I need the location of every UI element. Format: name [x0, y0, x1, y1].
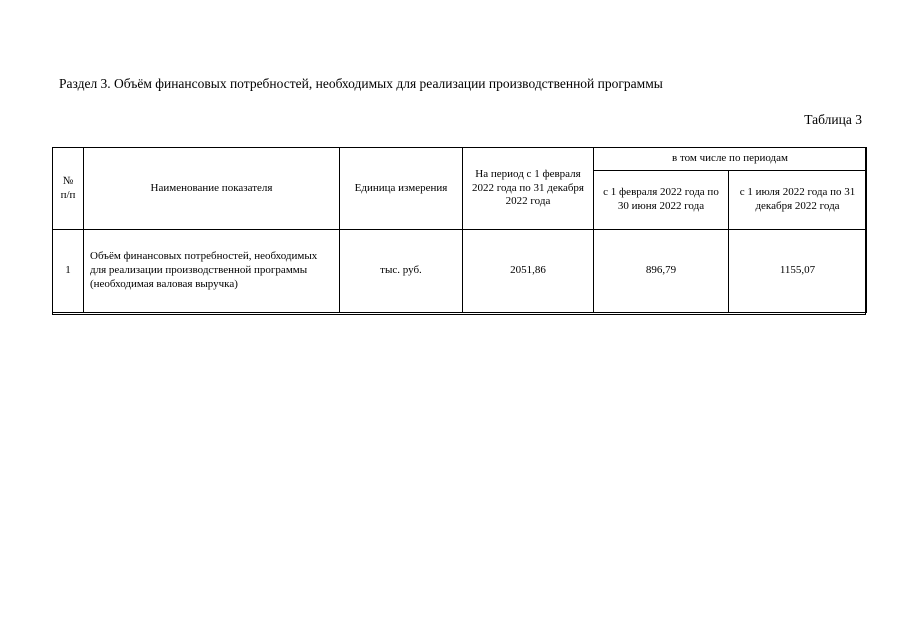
table-header-row [53, 148, 867, 171]
financial-needs-table [52, 147, 867, 313]
header-unit: Единица измерения [340, 148, 463, 230]
cell-period-1: 896,79 [594, 230, 729, 313]
header-period-2: с 1 июля 2022 года по 31 декабря 2022 года [729, 171, 867, 230]
header-num: № п/п [53, 148, 84, 230]
table-row [53, 230, 867, 313]
section-title: Раздел 3. Объём финансовых потребностей, необходимых для реализации производственной программы [59, 76, 663, 91]
header-period-1: с 1 февраля 2022 года по 30 июня 2022 года [594, 171, 729, 230]
header-period-total: На период с 1 февраля 2022 года по 31 декабря 2022 года [463, 148, 594, 230]
cell-num: 1 [53, 230, 84, 313]
cell-unit: тыс. руб. [340, 230, 463, 313]
cell-name: Объём финансовых потребностей, необходимых для реализации производственной программы (необходимая валовая выручка) [84, 230, 340, 313]
header-name: Наименование показателя [84, 148, 340, 230]
header-periods-group: в том числе по периодам [594, 148, 867, 171]
table-label: Таблица 3 [804, 112, 862, 127]
cell-period-2: 1155,07 [729, 230, 867, 313]
cell-period-total: 2051,86 [463, 230, 594, 313]
